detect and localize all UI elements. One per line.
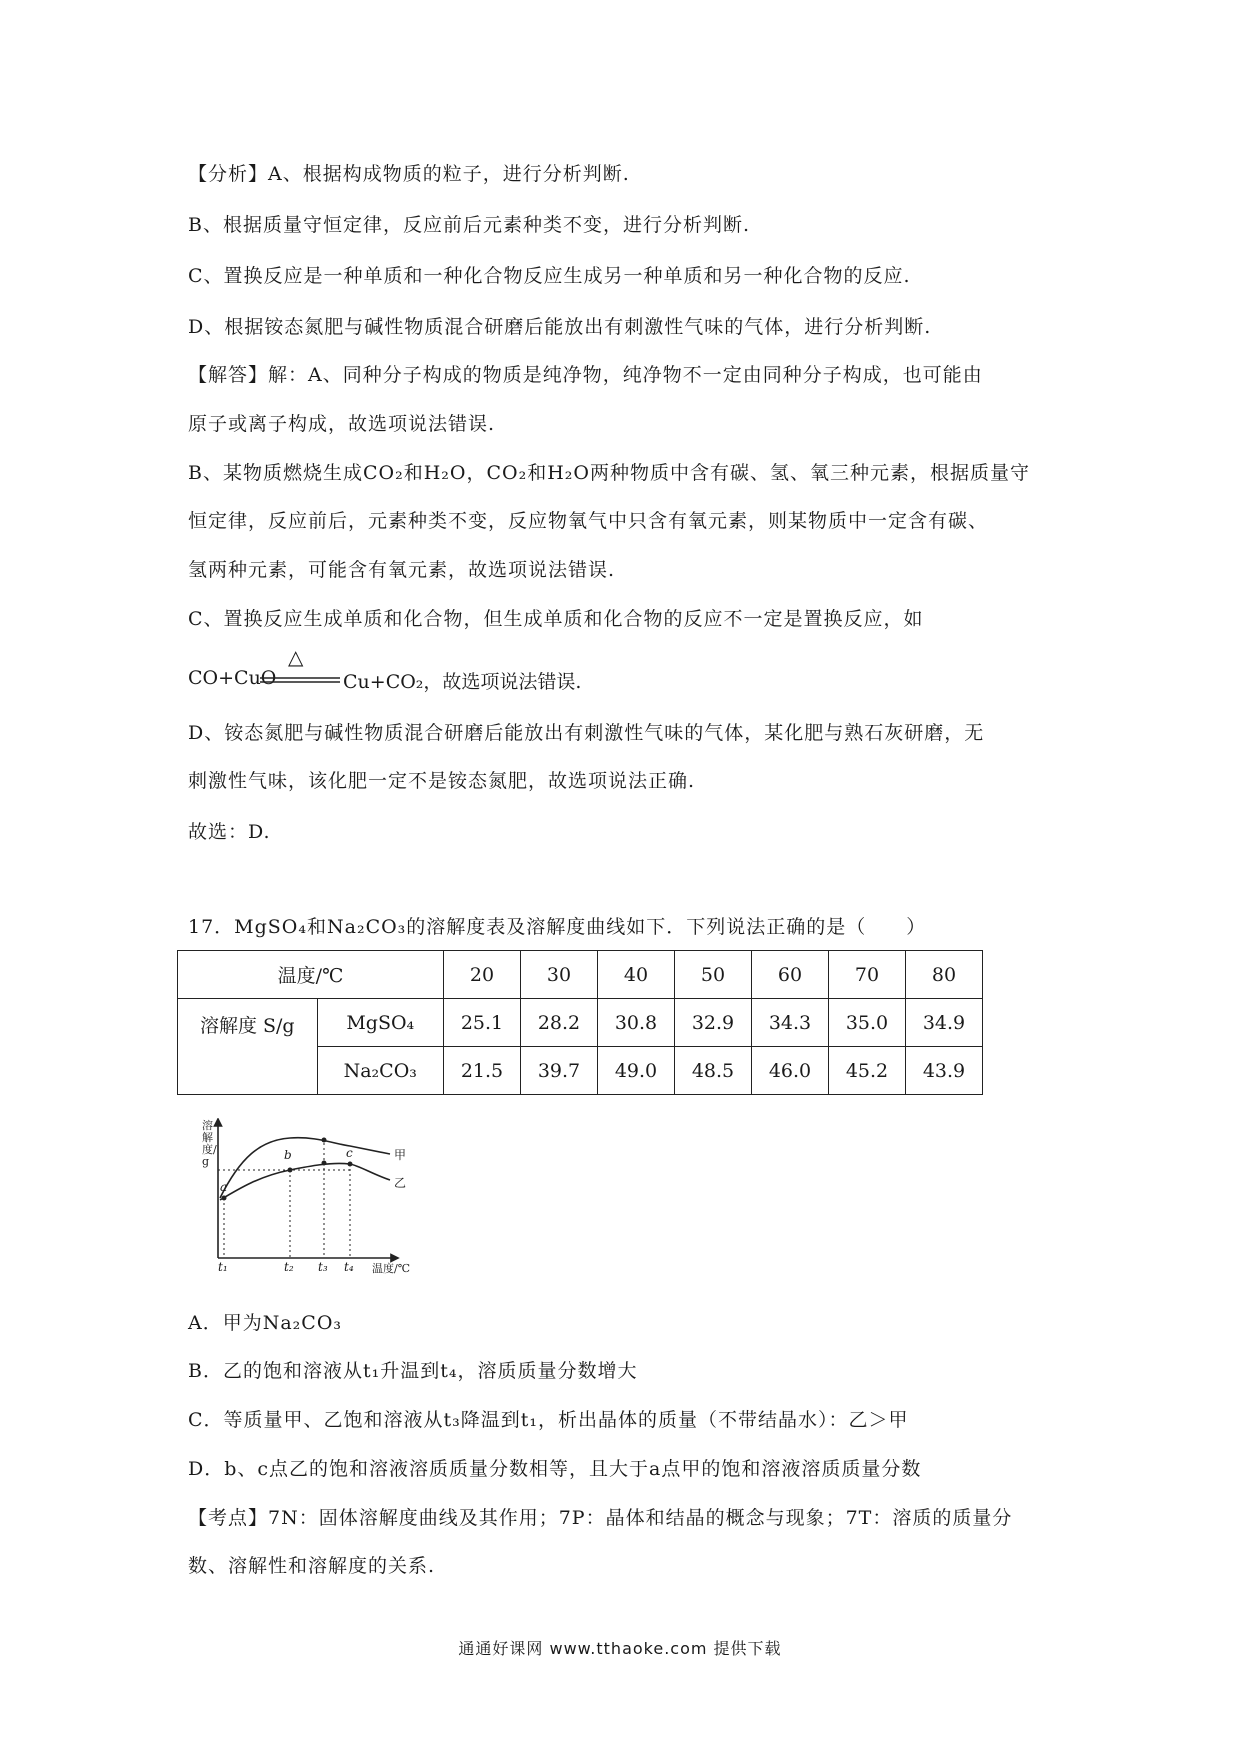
point-a-label: a xyxy=(220,1180,228,1194)
temp-cell: 70 xyxy=(829,951,906,999)
value-cell: 45.2 xyxy=(829,1047,906,1095)
y-axis-label: 溶解度/g xyxy=(202,1119,217,1168)
solubility-curve-graph xyxy=(200,1118,440,1278)
answer-b-line-2: 恒定律，反应前后，元素种类不变，反应物氧气中只含有氧元素，则某物质中一定含有碳、 xyxy=(188,510,989,532)
answer-d-line-1: D、铵态氮肥与碱性物质混合研磨后能放出有刺激性气味的气体，某化肥与熟石灰研磨，无 xyxy=(188,722,985,744)
substance-cell: MgSO₄ xyxy=(317,999,443,1047)
value-cell: 39.7 xyxy=(521,1047,598,1095)
answer-c-line-1: C、置换反应生成单质和化合物，但生成单质和化合物的反应不一定是置换反应，如 xyxy=(188,608,924,630)
value-cell: 46.0 xyxy=(752,1047,829,1095)
equation-right: Cu+CO₂，故选项说法错误. xyxy=(343,671,582,693)
temp-cell: 80 xyxy=(906,951,983,999)
solubility-header-cell: 溶解度 S/g xyxy=(178,999,318,1095)
curve-yi xyxy=(220,1163,390,1200)
answer-line-2: 原子或离子构成，故选项说法错误. xyxy=(188,413,496,435)
kaodian-line-1: 【考点】7N：固体溶解度曲线及其作用；7P：晶体和结晶的概念与现象；7T：溶质的质量分 xyxy=(188,1507,1013,1529)
analysis-line-1: 【分析】A、根据构成物质的粒子，进行分析判断. xyxy=(188,163,630,185)
reaction-equation xyxy=(188,644,608,704)
curve-jia-label: 甲 xyxy=(394,1148,407,1162)
value-cell: 32.9 xyxy=(675,999,752,1047)
table-header-row xyxy=(178,951,983,999)
point-a xyxy=(222,1196,227,1201)
value-cell: 48.5 xyxy=(675,1047,752,1095)
temp-cell: 50 xyxy=(675,951,752,999)
value-cell: 25.1 xyxy=(444,999,521,1047)
answer-choice: 故选：D. xyxy=(188,821,271,843)
answer-d-line-2: 刺激性气味，该化肥一定不是铵态氮肥，故选项说法正确. xyxy=(188,770,696,792)
value-cell: 35.0 xyxy=(829,999,906,1047)
point-c xyxy=(348,1162,353,1167)
point-b xyxy=(288,1168,293,1173)
option-b: B．乙的饱和溶液从t₁升温到t₄，溶质质量分数增大 xyxy=(188,1360,638,1382)
curve-yi-label: 乙 xyxy=(394,1176,407,1190)
table-row xyxy=(178,999,983,1047)
analysis-line-3: C、置换反应是一种单质和一种化合物反应生成另一种单质和另一种化合物的反应. xyxy=(188,265,911,287)
temp-cell: 60 xyxy=(752,951,829,999)
temp-header-cell: 温度/℃ xyxy=(178,951,444,999)
substance-cell: Na₂CO₃ xyxy=(317,1047,443,1095)
point-b-label: b xyxy=(284,1148,292,1162)
point-t3-mid xyxy=(322,1161,327,1166)
equation-condition xyxy=(260,645,340,689)
answer-b-line-3: 氢两种元素，可能含有氧元素，故选项说法错误. xyxy=(188,559,616,581)
option-a: A．甲为Na₂CO₃ xyxy=(188,1312,343,1334)
point-t3-top xyxy=(322,1138,327,1143)
value-cell: 30.8 xyxy=(598,999,675,1047)
temp-cell: 20 xyxy=(444,951,521,999)
x-axis-label: 温度/℃ xyxy=(372,1262,411,1275)
value-cell: 28.2 xyxy=(521,999,598,1047)
equation-left: CO+CuO xyxy=(188,667,277,689)
option-d: D．b、c点乙的饱和溶液溶质质量分数相等，且大于a点甲的饱和溶液溶质质量分数 xyxy=(188,1458,922,1480)
t1-label: t₁ xyxy=(218,1260,228,1274)
analysis-line-4: D、根据铵态氮肥与碱性物质混合研磨后能放出有刺激性气味的气体，进行分析判断. xyxy=(188,316,932,338)
t4-label: t₄ xyxy=(344,1260,354,1274)
page-footer: 通通好课网 www.tthaoke.com 提供下载 xyxy=(458,1639,782,1658)
answer-line-1: 【解答】解：A、同种分子构成的物质是纯净物，纯净物不一定由同种分子构成，也可能由 xyxy=(188,364,983,386)
temp-cell: 40 xyxy=(598,951,675,999)
equals-arrow-icon xyxy=(260,669,340,689)
value-cell: 34.3 xyxy=(752,999,829,1047)
temp-cell: 30 xyxy=(521,951,598,999)
value-cell: 43.9 xyxy=(906,1047,983,1095)
t3-label: t₃ xyxy=(318,1260,328,1274)
option-c: C．等质量甲、乙饱和溶液从t₃降温到t₁，析出晶体的质量（不带结晶水）：乙＞甲 xyxy=(188,1409,909,1431)
solubility-table xyxy=(177,950,983,1095)
t2-label: t₂ xyxy=(284,1260,294,1274)
heat-symbol: △ xyxy=(288,645,304,669)
kaodian-line-2: 数、溶解性和溶解度的关系. xyxy=(188,1555,436,1577)
question-17-stem: 17．MgSO₄和Na₂CO₃的溶解度表及溶解度曲线如下．下列说法正确的是（ ） xyxy=(188,916,927,938)
value-cell: 34.9 xyxy=(906,999,983,1047)
curve-svg xyxy=(200,1118,440,1278)
answer-b-line-1: B、某物质燃烧生成CO₂和H₂O，CO₂和H₂O两种物质中含有碳、氢、氧三种元素，根据质量守 xyxy=(188,462,1030,484)
value-cell: 21.5 xyxy=(444,1047,521,1095)
value-cell: 49.0 xyxy=(598,1047,675,1095)
point-c-label: c xyxy=(346,1146,353,1160)
analysis-line-2: B、根据质量守恒定律，反应前后元素种类不变，进行分析判断. xyxy=(188,214,751,236)
